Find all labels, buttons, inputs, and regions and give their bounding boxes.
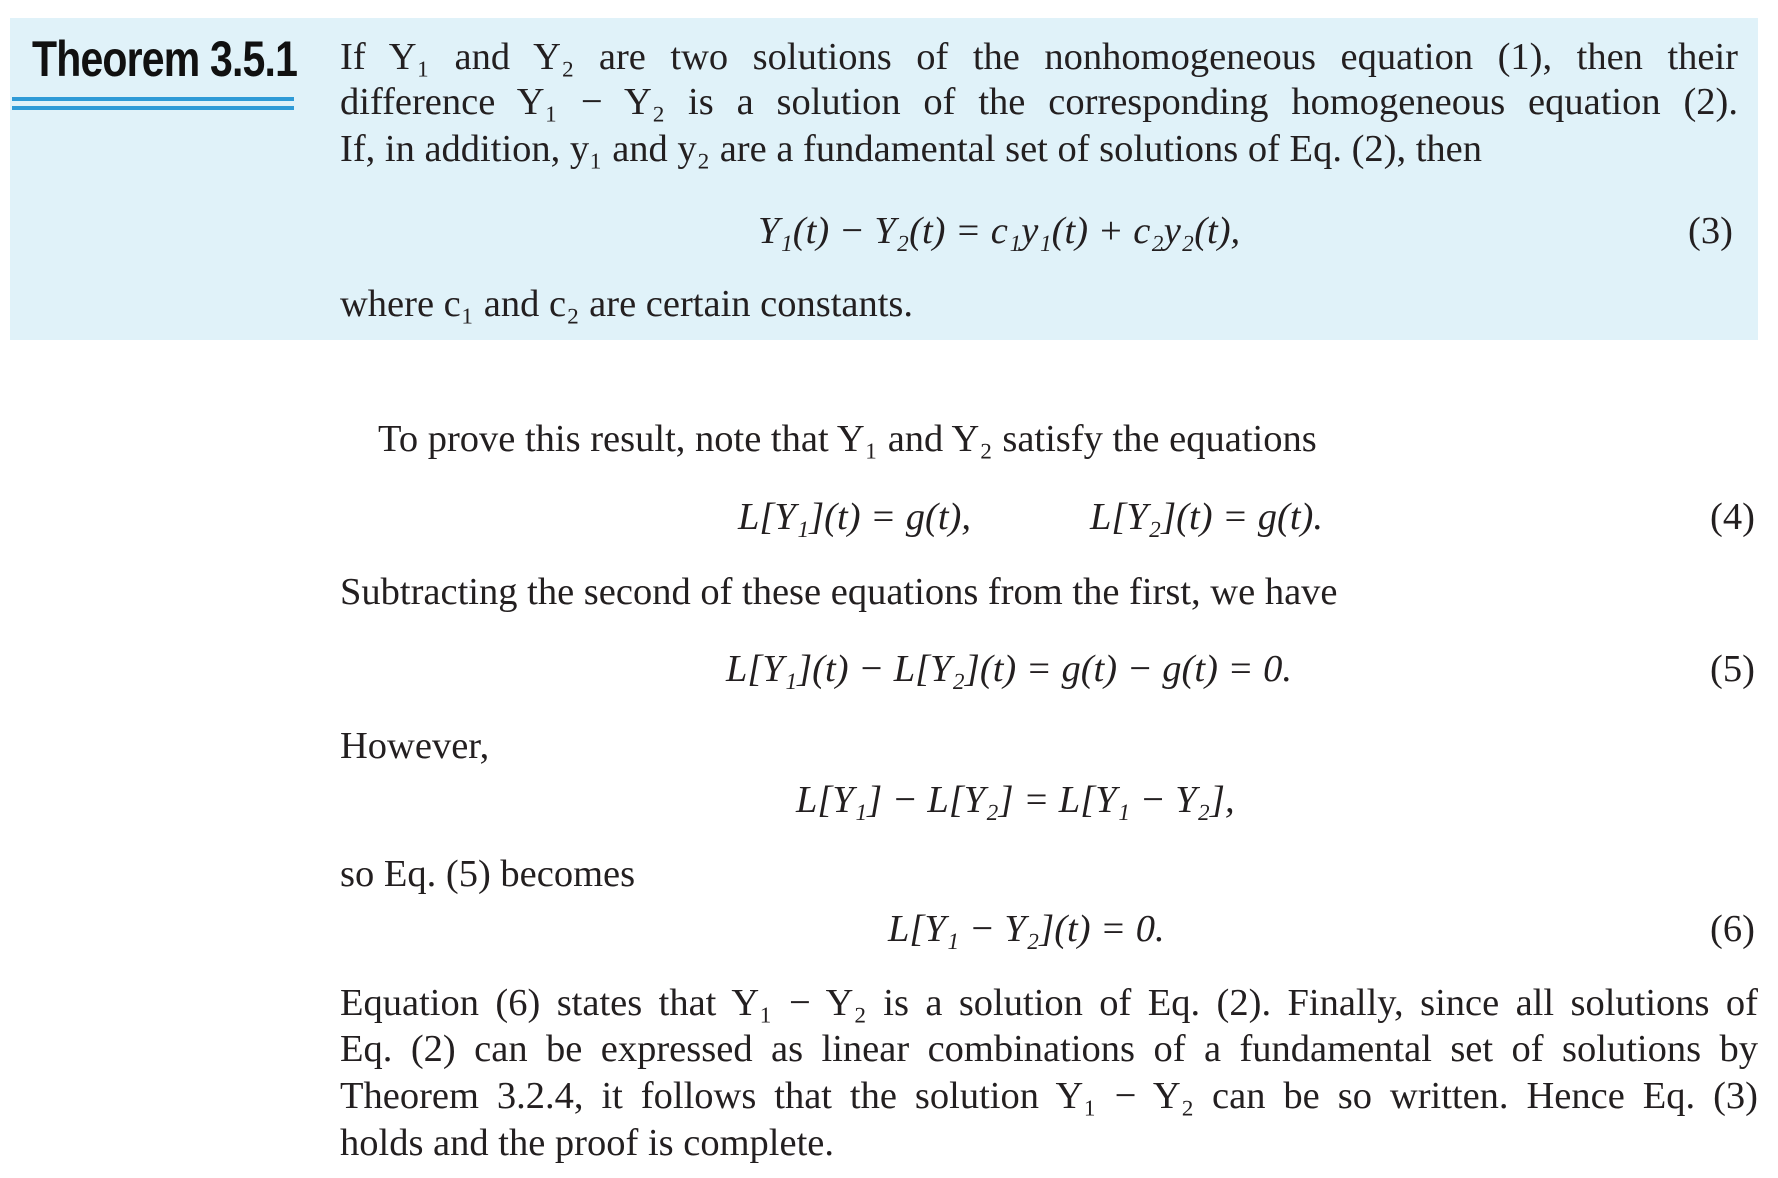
theorem-line-1: If Y₁ and Y₂ are two solutions of the nonhomogeneous equation (1), then their <box>340 36 1738 78</box>
conclusion-line-1: Equation (6) states that Y₁ − Y₂ is a solution of Eq. (2). Finally, since all solutions of <box>340 982 1758 1024</box>
theorem-rule-second <box>12 106 294 110</box>
conclusion-line-3: Theorem 3.2.4, it follows that the solution Y₁ − Y₂ can be so written. Hence Eq. (3) <box>340 1075 1758 1117</box>
theorem-line-2: difference Y₁ − Y₂ is a solution of the corresponding homogeneous equation (2). <box>340 81 1738 123</box>
proof-intro: To prove this result, note that Y₁ and Y₂ satisfy the equations <box>378 418 1317 460</box>
proof-subtracting: Subtracting the second of these equations from the first, we have <box>340 571 1338 613</box>
proof-so-becomes: so Eq. (5) becomes <box>340 853 636 895</box>
theorem-equation: Y₁(t) − Y₂(t) = c₁y₁(t) + c₂y₂(t), <box>758 210 1241 252</box>
theorem-equation-number: (3) <box>1688 210 1733 252</box>
theorem-rule <box>12 97 294 101</box>
theorem-closing: where c₁ and c₂ are certain constants. <box>340 283 914 325</box>
conclusion-line-2: Eq. (2) can be expressed as linear combinations of a fundamental set of solutions by <box>340 1028 1758 1070</box>
conclusion-line-4: holds and the proof is complete. <box>340 1122 834 1164</box>
equation-5: L[Y₁](t) − L[Y₂](t) = g(t) − g(t) = 0. <box>726 648 1292 690</box>
equation-linearity: L[Y₁] − L[Y₂] = L[Y₁ − Y₂], <box>796 779 1235 821</box>
proof-however: However, <box>340 725 490 767</box>
equation-6: L[Y₁ − Y₂](t) = 0. <box>888 908 1165 950</box>
equation-4-right: L[Y₂](t) = g(t). <box>1090 496 1323 538</box>
theorem-label: Theorem 3.5.1 <box>32 31 298 87</box>
equation-4-left: L[Y₁](t) = g(t), <box>738 496 971 538</box>
equation-5-number: (5) <box>1710 648 1755 690</box>
equation-4-number: (4) <box>1710 496 1755 538</box>
theorem-line-3: If, in addition, y₁ and y₂ are a fundamental set of solutions of Eq. (2), then <box>340 128 1482 170</box>
equation-6-number: (6) <box>1710 908 1755 950</box>
